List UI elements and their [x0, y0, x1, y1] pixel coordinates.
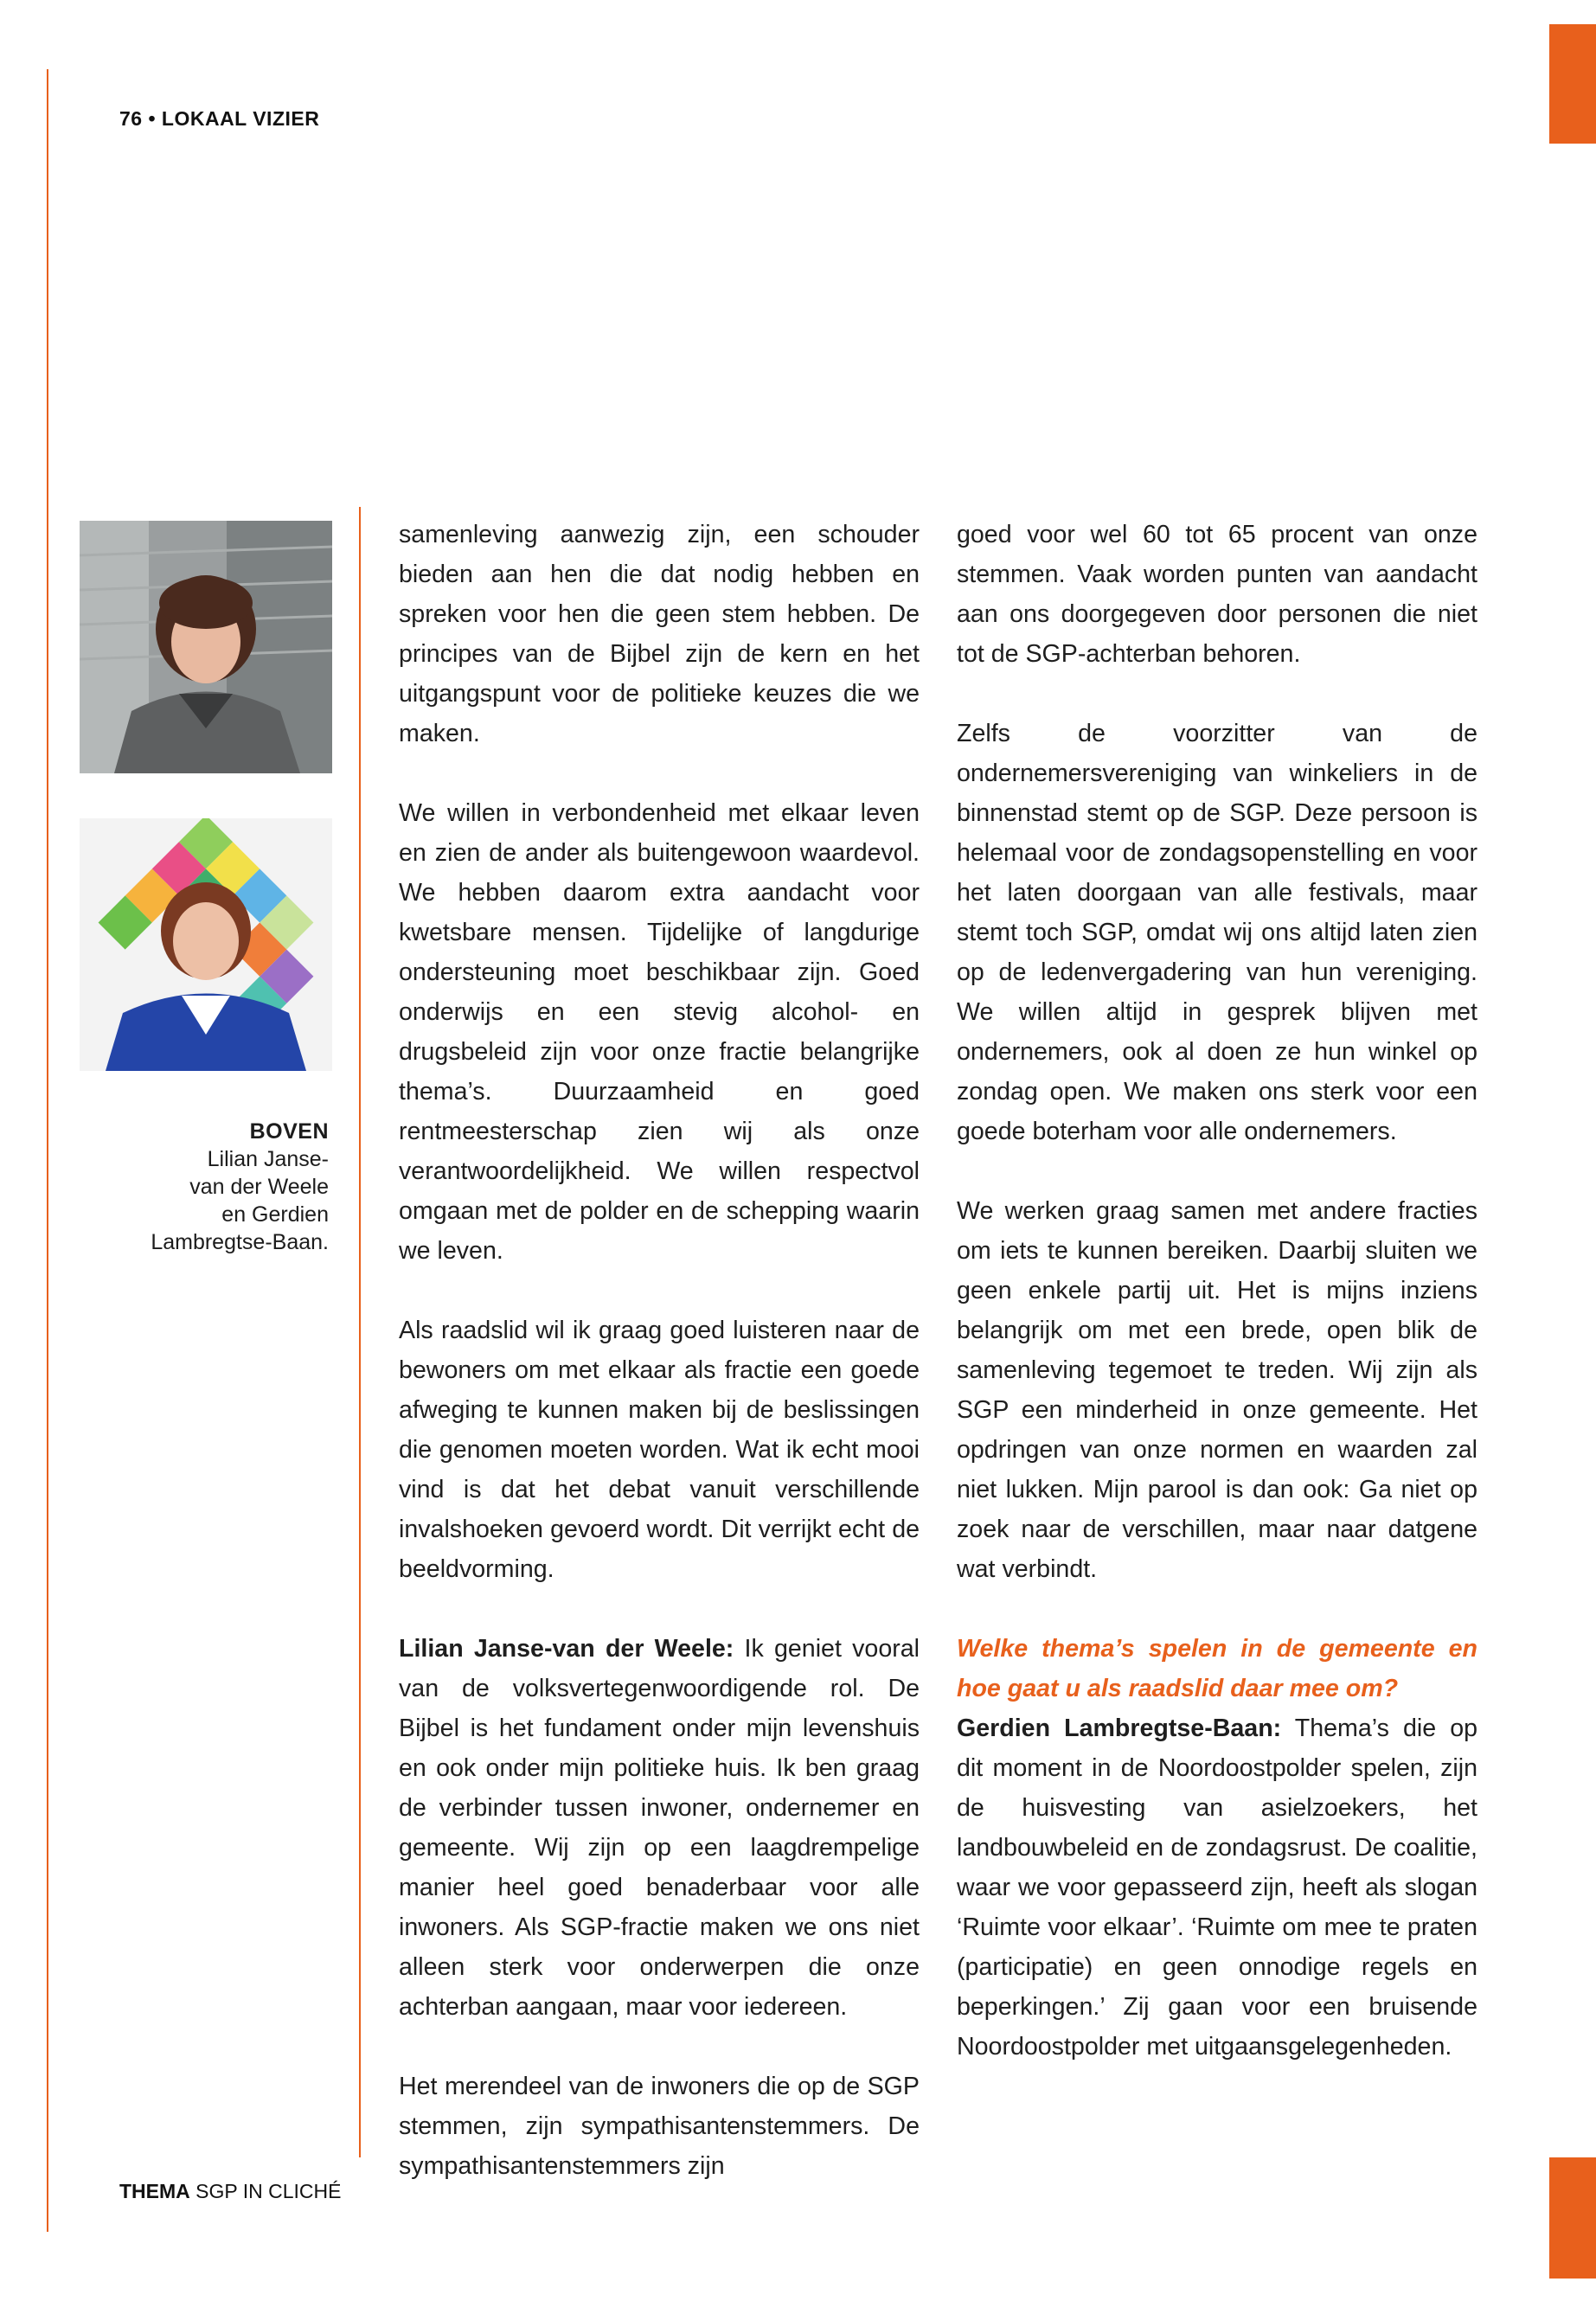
theme-title: SGP IN CLICHÉ	[195, 2180, 342, 2202]
paragraph: We willen in verbondenheid met elkaar leven en zien de ander als buitengewoon waardevol. We hebben daarom extra aandacht voor kwetsbare mensen. Tijdelijke of langdurige ondersteuning moet beschikbaar zijn. Goed onderwijs en een stevig alcohol- en drugsbeleid zijn voor onze fractie belangrijke thema’s. Duurzaamheid en goed rentmeesterschap zien wij als onze verantwoordelijkheid. We willen respectvol omgaan met de polder en de schepping waarin we leven.	[399, 799, 920, 1265]
portrait-illustration-1	[80, 521, 332, 773]
article-column-1	[399, 515, 920, 2186]
column-rule	[359, 507, 361, 2157]
speaker-name: Lilian Janse-van der Weele:	[399, 1635, 734, 1663]
paragraph: samenleving aanwezig zijn, een schouder bieden aan hen die dat nodig hebben en spreken voor hen die geen stem hebben. De principes van de Bijbel zijn de kern en het uitgangspunt voor de politieke keuzes die we maken.	[399, 521, 920, 747]
caption-heading: BOVEN	[249, 1119, 329, 1144]
paragraph	[957, 1629, 1477, 2067]
caption-line: van der Weele	[189, 1175, 329, 1199]
paragraph-text: Ik geniet vooral van de volksvertegenwoordigende rol. De Bijbel is het fundament onder mijn levenshuis en ook onder mijn politieke huis. Ik ben graag de verbinder tussen inwoner, ondernemer en gemeente. Wij zijn op een laagdrempelige manier heel goed benaderbaar voor alle inwoners. Als SGP-fractie maken we ons niet alleen sterk voor onderwerpen die onze achterban aangaan, maar voor iedereen.	[399, 1635, 920, 2021]
interview-question: Welke thema’s spelen in de gemeente en hoe gaat u als raadslid daar mee om?	[957, 1635, 1477, 1702]
theme-label: THEMA	[119, 2180, 190, 2202]
running-foot	[119, 2180, 341, 2203]
article-column-2	[957, 515, 1477, 2067]
photo-caption	[80, 1118, 329, 1256]
portrait-illustration-2	[80, 818, 332, 1071]
paragraph	[399, 1629, 920, 2027]
paragraph: Als raadslid wil ik graag goed luisteren naar de bewoners om met elkaar als fractie een goede afweging te kunnen maken bij de beslissingen die genomen moeten worden. Wat ik echt mooi vind is dat het debat vanuit verschillende invalshoeken gevoerd wordt. Dit verrijkt echt de beeldvorming.	[399, 1317, 920, 1583]
page-edge-tab-bottom	[1549, 2157, 1596, 2279]
speaker-name: Gerdien Lambregtse-Baan:	[957, 1715, 1282, 1742]
caption-line: Lambregtse-Baan.	[151, 1230, 329, 1254]
margin-rule	[47, 69, 48, 2232]
portrait-photo-gerdien	[80, 818, 332, 1071]
caption-line: Lilian Janse-	[207, 1147, 329, 1171]
page-edge-tab-top	[1549, 24, 1596, 144]
portrait-photo-lilian	[80, 521, 332, 773]
paragraph-text: Thema’s die op dit moment in de Noordoostpolder spelen, zijn de huisvesting van asielzoekers, het landbouwbeleid en de zondagsrust. De coalitie, waar we voor gepasseerd zijn, heeft als slogan ‘Ruimte voor elkaar’. ‘Ruimte om mee te praten (participatie) en geen onnodige regels en beperkingen.’ Zij gaan voor een bruisende Noordoostpolder met uitgaansgelegenheden.	[957, 1715, 1478, 2061]
running-head: 76 • LOKAAL VIZIER	[119, 107, 320, 130]
caption-line: en Gerdien	[221, 1202, 329, 1227]
paragraph: goed voor wel 60 tot 65 procent van onze stemmen. Vaak worden punten van aandacht aan ons doorgegeven door personen die niet tot de SGP-achterban behoren.	[957, 521, 1477, 668]
paragraph: We werken graag samen met andere fracties om iets te kunnen bereiken. Daarbij sluiten we geen enkele partij uit. Het is mijns inziens belangrijk om met een brede, open blik de samenleving tegemoet te treden. Wij zijn als SGP een minderheid in onze gemeente. Het opdringen van onze normen en waarden zal niet lukken. Mijn parool is dan ook: Ga niet op zoek naar de verschillen, maar naar datgene wat verbindt.	[957, 1197, 1477, 1583]
paragraph: Zelfs de voorzitter van de ondernemersvereniging van winkeliers in de binnenstad stemt op de SGP. Deze persoon is helemaal voor de zondagsopenstelling en voor het laten doorgaan van alle festivals, maar stemt toch SGP, omdat wij ons altijd laten zien op de ledenvergadering van hun vereniging. We willen altijd in gesprek blijven met ondernemers, ook al doen ze hun winkel op zondag open. We maken ons sterk voor een goede boterham voor alle ondernemers.	[957, 720, 1477, 1145]
paragraph: Het merendeel van de inwoners die op de SGP stemmen, zijn sympathisantenstemmers. De sympathisantenstemmers zijn	[399, 2073, 920, 2180]
